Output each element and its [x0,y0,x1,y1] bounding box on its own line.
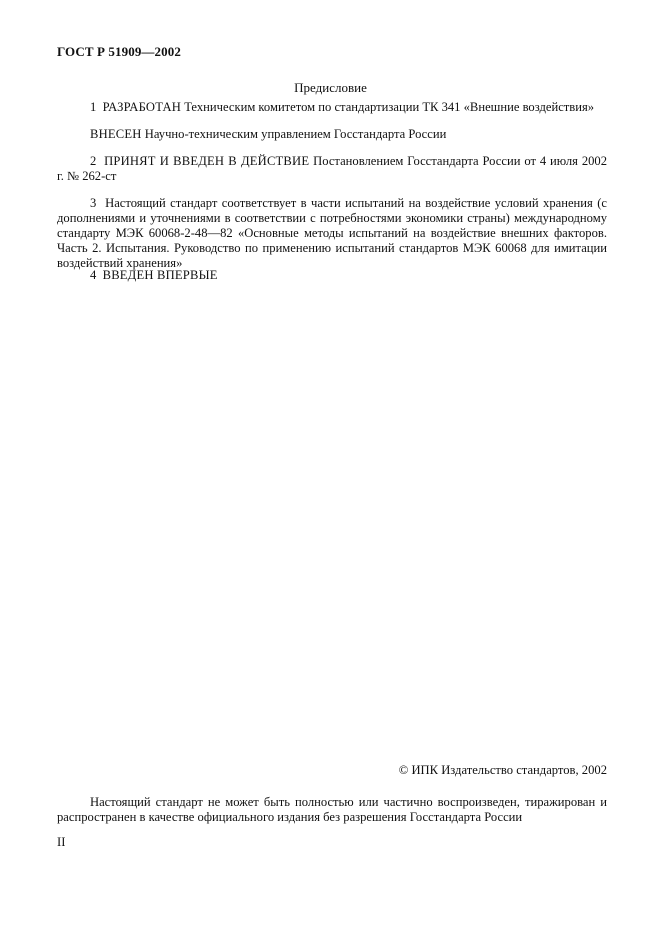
copyright-notice: © ИПК Издательство стандартов, 2002 [398,763,607,777]
section-number: 3 [90,196,97,210]
section-text: Постановлением Госстандарта России от 4 июля 2002 г. № 262-ст [57,154,608,183]
section-text: Техническим комитетом по стандартизации ТК 341 «Внешние воздействия» [184,100,595,114]
section-introduced [57,127,607,142]
section-text: Настоящий стандарт соответствует в части испытаний на воздействие условий хранения (с дополнениями и уточнениями в соответствии с потребностями экономики страны) международному стандарту МЭК 60068-2-48—82 «Основные методы испытаний на воздействие внешних факторов. Часть 2. Испытания. Руководство по применению испытаний стандартов МЭК 60068 для имитации воздействий хранения» [57,196,607,270]
section-4 [57,268,607,283]
document-code: ГОСТ Р 51909—2002 [57,44,181,59]
section-lead: ВНЕСЕН [90,127,142,141]
section-number: 1 [90,100,97,114]
section-lead: ВВЕДЕН ВПЕРВЫЕ [102,268,218,282]
reproduction-notice [57,795,607,825]
section-text: Научно-техническим управлением Госстандарта России [144,127,447,141]
section-lead: ПРИНЯТ И ВВЕДЕН В ДЕЙСТВИЕ [104,154,310,168]
section-number: 2 [90,154,97,168]
section-1 [57,100,607,115]
section-lead: РАЗРАБОТАН [102,100,182,114]
section-number: 4 [90,268,97,282]
notice-text: Настоящий стандарт не может быть полностью или частично воспроизведен, тиражирован и распространен в качестве официального издания без разрешения Госстандарта России [57,795,607,824]
section-3 [57,196,607,271]
page-number: II [57,835,66,849]
section-2 [57,154,607,184]
page-title: Предисловие [294,80,367,95]
